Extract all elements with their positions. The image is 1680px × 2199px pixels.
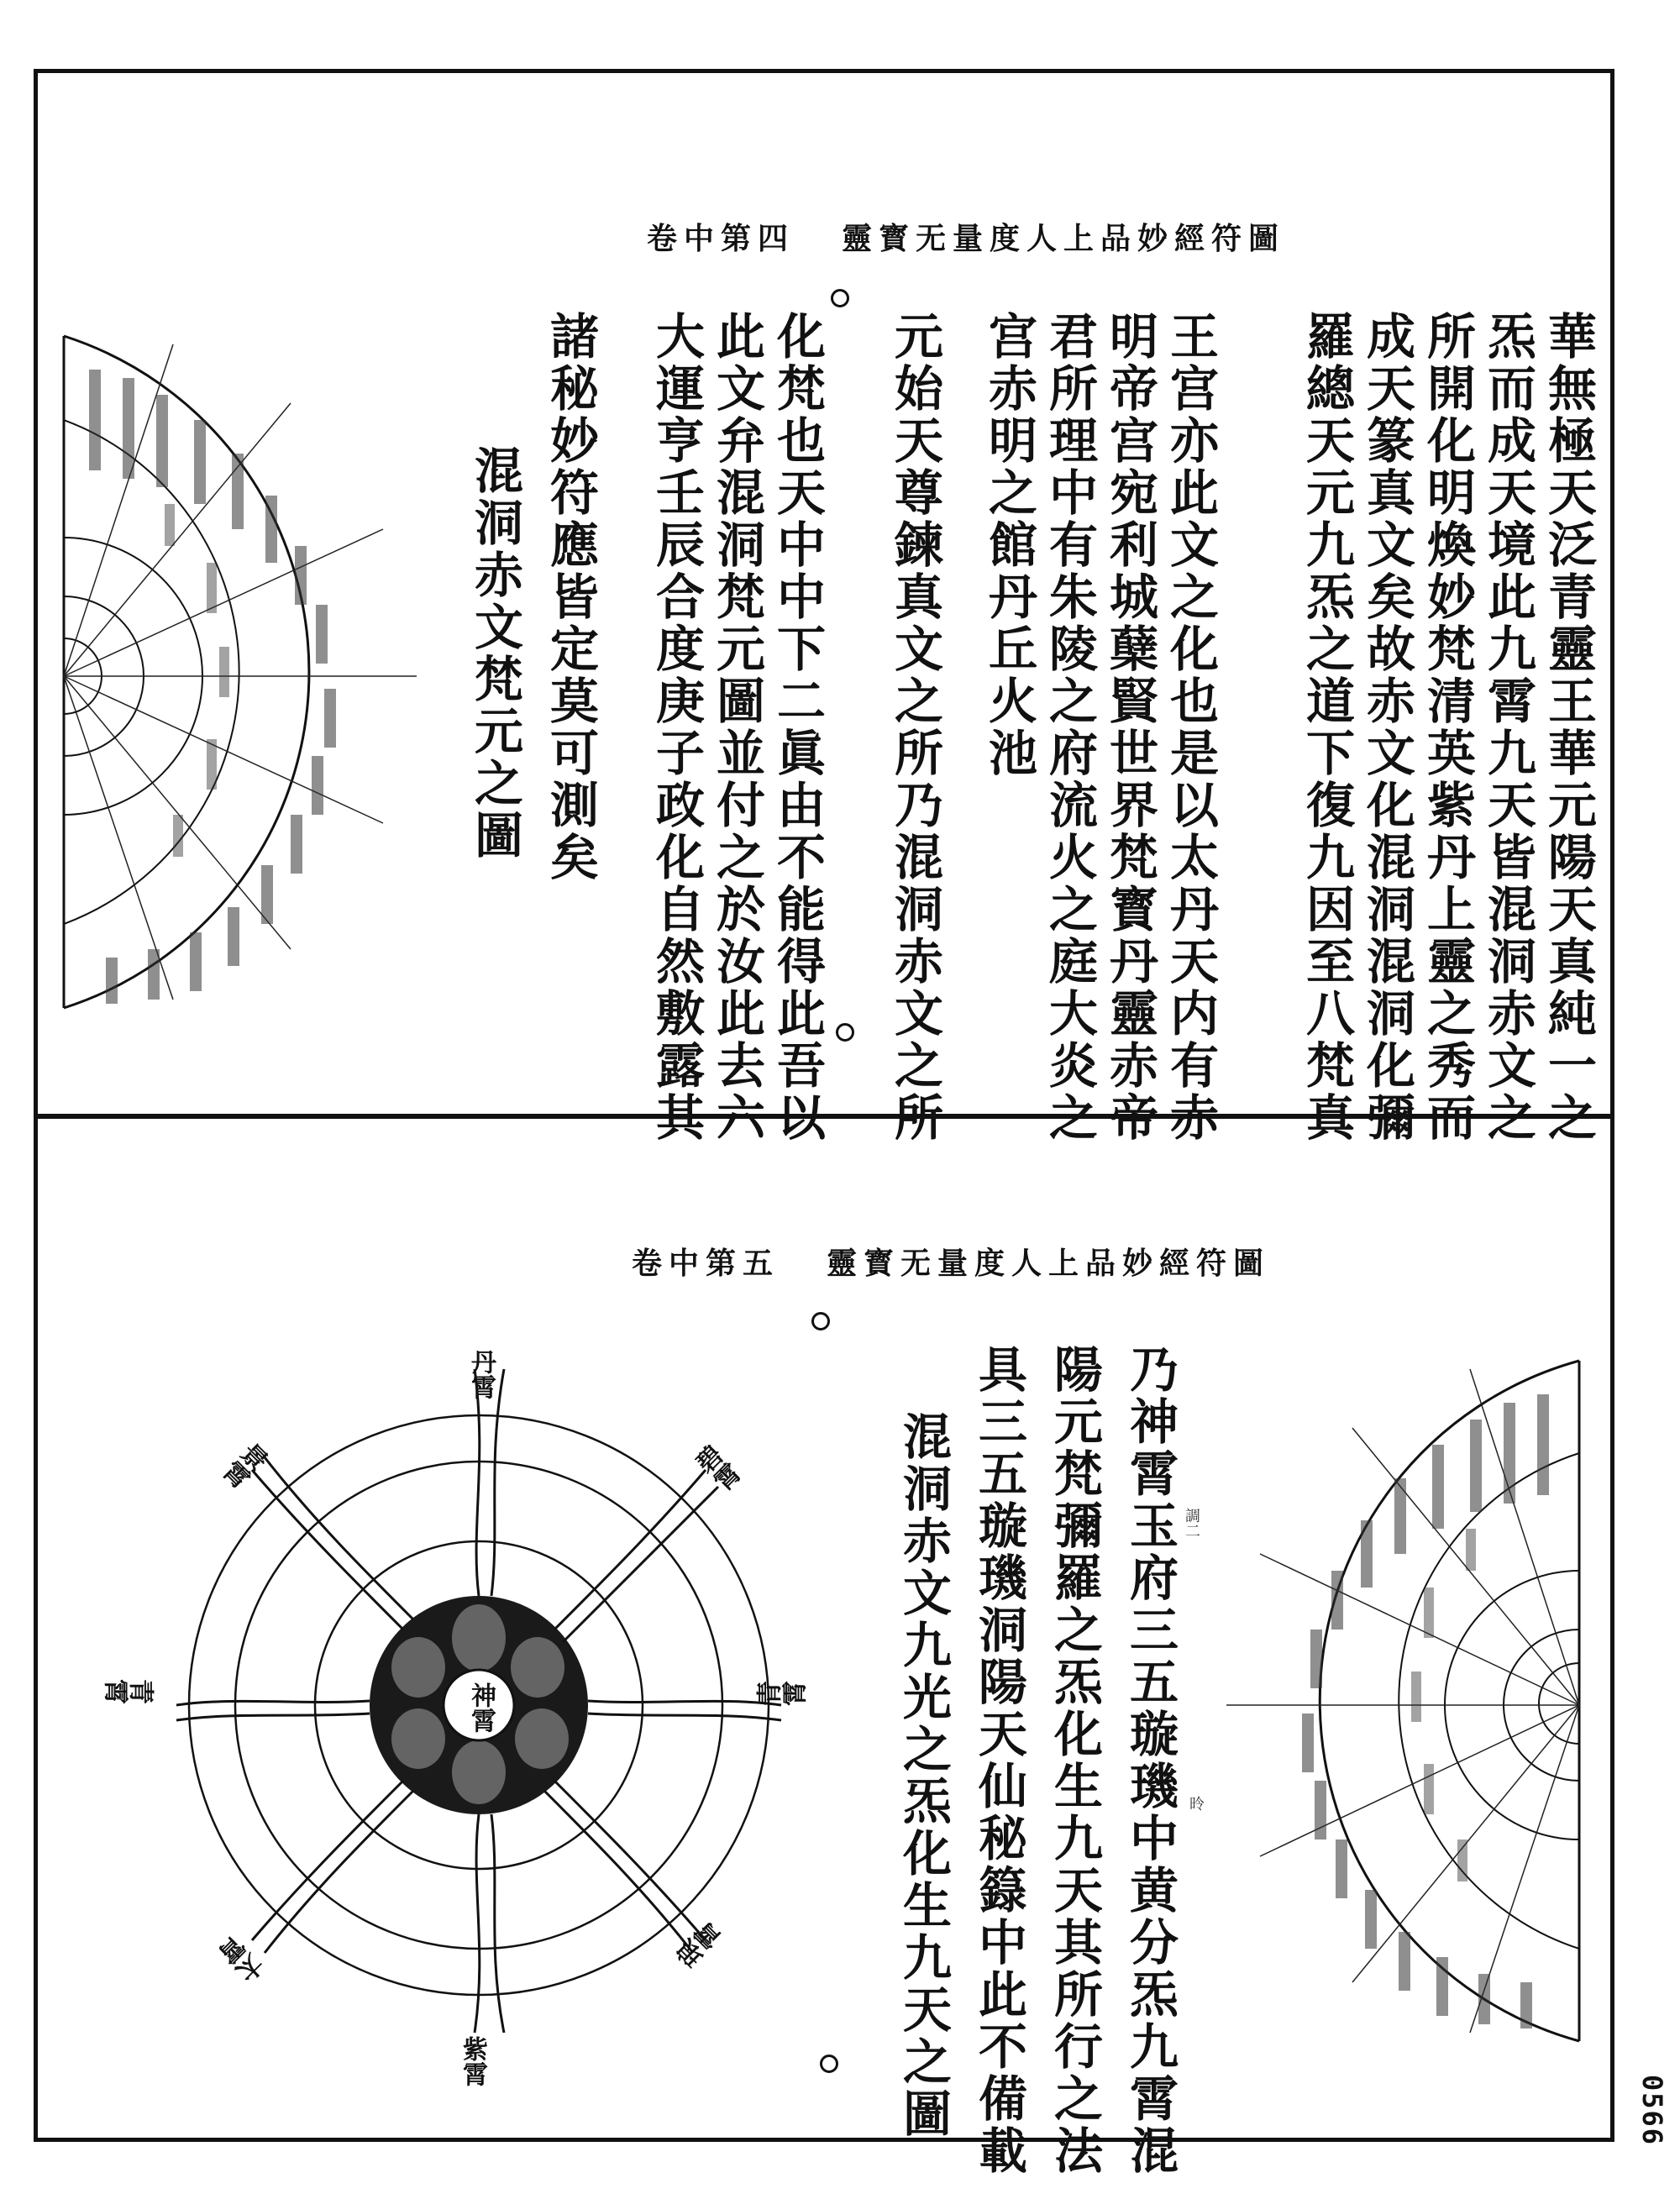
diagram-label-left: 青霄: [104, 1674, 155, 1703]
bottom-text-column-4: 混洞赤文九光之炁化生九天之圖: [895, 1411, 952, 2140]
top-circle-mark-upper: [831, 289, 849, 307]
diagram-center-label: 神霄: [466, 1682, 496, 1733]
bottom-header-title: 靈寳无量度人上品妙經符圖: [827, 1246, 1271, 1281]
top-text-column-11: 化梵也天中中下二眞由不能得此吾以: [769, 311, 826, 1144]
top-text-column-2: 炁而成天境此九霄九天皆混洞赤文之: [1479, 311, 1536, 1144]
top-radial-talisman: [39, 319, 425, 1025]
top-text-column-1: 華無極天泛青靈王華元陽天真純一之: [1540, 311, 1597, 1144]
top-text-column-7: 明帝宫宛利城蘖賢世界梵寳丹靈赤帝: [1101, 311, 1158, 1144]
top-text-column-12: 此文弁混洞梵元圖並付之於汝此去六: [708, 311, 765, 1144]
diagram-label-top-left: 景霄: [215, 1435, 272, 1492]
top-text-column-14: 諸秘妙符應皆定莫可測矣: [542, 311, 599, 884]
page-number: 0566: [1636, 2075, 1668, 2147]
bottom-text-column-3: 具三五璇璣洞陽天仙秘籙中此不備載: [970, 1344, 1027, 2177]
top-text-column-5: 羅總天元九炁之道下復九因至八梵真: [1298, 311, 1355, 1144]
top-header-title: 靈寳无量度人上品妙經符圖: [842, 221, 1286, 256]
bottom-circle-mark-upper: [811, 1312, 830, 1330]
top-header: [647, 215, 1285, 258]
diagram-label-top: 丹霄: [466, 1349, 496, 1399]
top-text-column-10: 元始天尊鍊真文之所乃混洞赤文之所: [886, 311, 943, 1144]
top-text-column-9: 宫赤明之館丹丘火池: [980, 311, 1037, 779]
bottom-header-chapter: 卷中第五: [632, 1246, 780, 1281]
diagram-label-bottom-left: 太霄: [215, 1929, 272, 1986]
bottom-side-note-2: 昤: [1187, 1796, 1205, 1811]
diagram-label-bottom: 紫霄: [458, 2036, 487, 2086]
bottom-text-column-1: 乃神霄玉府三五璇璣中黄分炁九霄混: [1121, 1344, 1179, 2177]
top-text-column-6: 王宫亦此文之化也是以太丹天内有赤: [1162, 311, 1219, 1144]
top-header-chapter: 卷中第四: [647, 221, 795, 256]
diagram-label-top-right: 碧霄: [687, 1441, 744, 1498]
bottom-side-note-1: 調二: [1183, 1508, 1200, 1538]
top-text-column-8: 君所理中有朱陵之府流火之庭大炎之: [1041, 311, 1098, 1144]
bottom-radial-talisman: [1210, 1344, 1604, 2058]
bottom-header: [632, 1240, 1270, 1283]
diagram-label-right: 青霄: [756, 1682, 806, 1711]
top-circle-mark-lower: [836, 1023, 854, 1042]
top-text-column-4: 成天篆真文矣故赤文化混洞混洞化彌: [1358, 311, 1415, 1144]
diagram-label-bottom-right: 琅霄: [672, 1918, 729, 1976]
top-text-column-15: 混洞赤文梵元之圖: [466, 445, 523, 862]
top-text-column-3: 所開化明煥妙梵清英紫丹上靈之秀而: [1419, 311, 1476, 1144]
bottom-text-column-2: 陽元梵彌羅之炁化生九天其所行之法: [1046, 1344, 1103, 2177]
top-text-column-13: 大運亨壬辰合度庚子政化自然敷露其: [648, 311, 705, 1144]
